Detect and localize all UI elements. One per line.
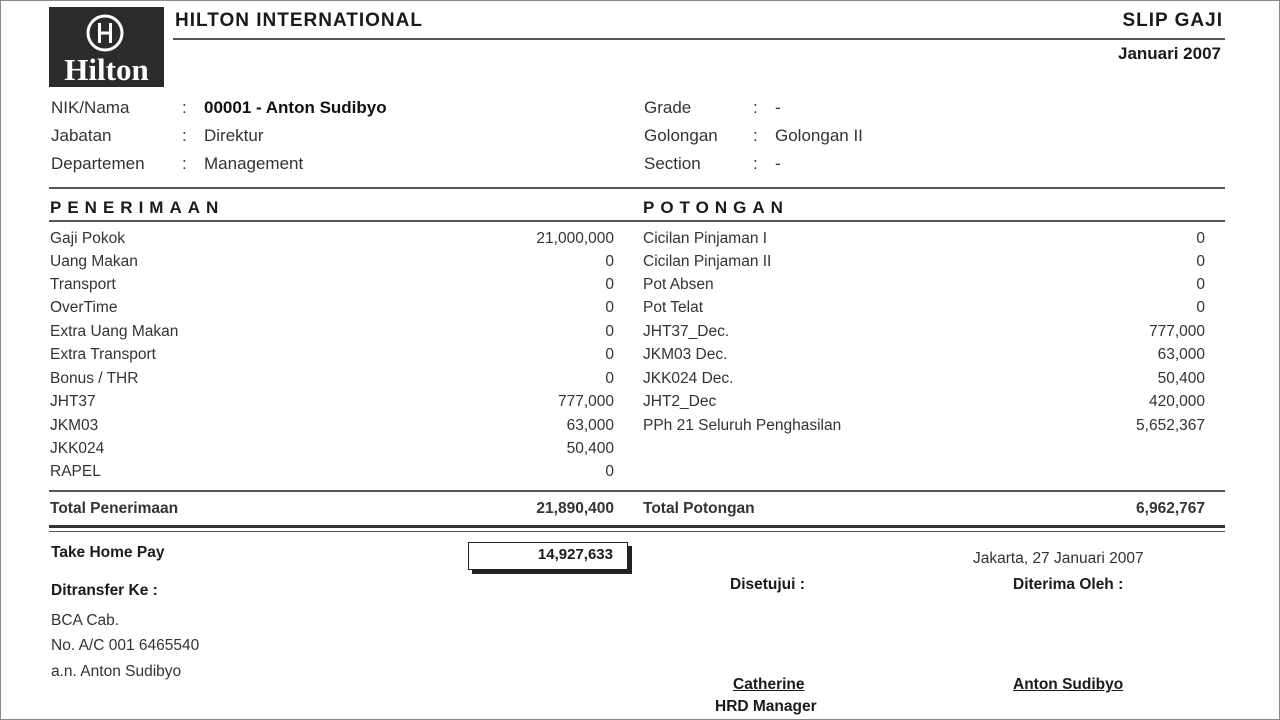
item-label: Gaji Pokok bbox=[50, 230, 125, 247]
take-home-label: Take Home Pay bbox=[51, 544, 165, 561]
table-row bbox=[643, 323, 1205, 346]
golongan-label: Golongan bbox=[644, 126, 718, 145]
table-row bbox=[50, 299, 614, 322]
total-penerimaan-value: 21,890,400 bbox=[536, 500, 614, 517]
item-amount: 5,652,367 bbox=[1136, 417, 1205, 434]
pay-period: Januari 2007 bbox=[1117, 44, 1221, 63]
departemen-label: Departemen bbox=[51, 154, 145, 173]
approver-name: Catherine bbox=[733, 676, 805, 693]
colon: : bbox=[182, 126, 187, 145]
document-title: SLIP GAJI bbox=[1122, 10, 1223, 31]
item-amount: 0 bbox=[605, 463, 614, 480]
total-potongan-label: Total Potongan bbox=[643, 500, 755, 517]
total-penerimaan-label: Total Penerimaan bbox=[50, 500, 179, 517]
item-amount: 63,000 bbox=[1157, 346, 1205, 363]
golongan-value: Golongan II bbox=[775, 126, 863, 145]
table-row bbox=[50, 253, 614, 276]
departemen-value: Management bbox=[204, 154, 304, 173]
colon: : bbox=[182, 154, 187, 173]
item-label: Pot Telat bbox=[643, 299, 704, 316]
table-row bbox=[643, 230, 1205, 253]
table-row bbox=[643, 276, 1205, 299]
item-label: Cicilan Pinjaman II bbox=[643, 253, 772, 270]
table-row bbox=[50, 276, 614, 299]
item-amount: 0 bbox=[605, 323, 614, 340]
item-label: Extra Transport bbox=[50, 346, 156, 363]
take-home-box bbox=[468, 542, 628, 570]
item-label: JHT37 bbox=[50, 393, 96, 410]
potongan-title: POTONGAN bbox=[643, 198, 789, 217]
account-number: No. A/C 001 6465540 bbox=[51, 637, 200, 654]
table-row bbox=[643, 370, 1205, 393]
table-row bbox=[643, 253, 1205, 276]
item-amount: 0 bbox=[605, 253, 614, 270]
item-amount: 0 bbox=[605, 370, 614, 387]
item-amount: 777,000 bbox=[557, 393, 614, 410]
grade-value: - bbox=[775, 98, 781, 117]
total-potongan-row bbox=[643, 500, 1205, 523]
account-holder: a.n. Anton Sudibyo bbox=[51, 663, 182, 680]
receiver-name: Anton Sudibyo bbox=[1013, 676, 1124, 693]
table-row bbox=[643, 417, 1205, 440]
total-potongan-value: 6,962,767 bbox=[1136, 500, 1205, 517]
table-row bbox=[643, 299, 1205, 322]
colon: : bbox=[753, 154, 758, 173]
section-title-divider bbox=[49, 220, 1225, 222]
table-row bbox=[50, 230, 614, 253]
logo-wordmark: Hilton bbox=[64, 52, 149, 87]
header-divider bbox=[173, 38, 1225, 40]
section-value: - bbox=[775, 154, 781, 173]
table-row bbox=[50, 393, 614, 416]
section-label: Section bbox=[644, 154, 701, 173]
penerimaan-title: PENERIMAAN bbox=[50, 198, 225, 217]
bank-name: BCA Cab. bbox=[51, 612, 120, 629]
item-amount: 21,000,000 bbox=[536, 230, 614, 247]
item-label: RAPEL bbox=[50, 463, 101, 480]
colon: : bbox=[182, 98, 187, 117]
total-penerimaan-row bbox=[50, 500, 614, 523]
item-amount: 50,400 bbox=[566, 440, 614, 457]
hilton-logo bbox=[49, 7, 164, 87]
item-label: JKM03 bbox=[50, 417, 99, 434]
table-row bbox=[50, 370, 614, 393]
item-label: Bonus / THR bbox=[50, 370, 139, 387]
colon: : bbox=[753, 126, 758, 145]
nik-value: 00001 - Anton Sudibyo bbox=[204, 98, 387, 117]
item-label: JKM03 Dec. bbox=[643, 346, 728, 363]
table-row bbox=[50, 417, 614, 440]
item-amount: 0 bbox=[605, 276, 614, 293]
place-date: Jakarta, 27 Januari 2007 bbox=[973, 550, 1144, 567]
item-label: Transport bbox=[50, 276, 116, 293]
transfer-label: Ditransfer Ke : bbox=[51, 582, 158, 599]
item-label: JHT37_Dec. bbox=[643, 323, 730, 340]
nik-label: NIK/Nama bbox=[51, 98, 130, 117]
take-home-value: 14,927,633 bbox=[537, 546, 613, 563]
approver-title: HRD Manager bbox=[715, 698, 817, 715]
table-row bbox=[50, 323, 614, 346]
item-label: OverTime bbox=[50, 299, 118, 316]
info-divider bbox=[49, 187, 1225, 189]
table-row bbox=[643, 346, 1205, 369]
item-amount: 0 bbox=[1196, 299, 1205, 316]
hilton-emblem-icon bbox=[85, 13, 125, 53]
item-amount: 0 bbox=[1196, 230, 1205, 247]
item-amount: 420,000 bbox=[1148, 393, 1205, 410]
table-row bbox=[643, 393, 1205, 416]
totals-bottom-rule bbox=[49, 525, 1225, 528]
item-label: PPh 21 Seluruh Penghasilan bbox=[643, 417, 842, 434]
table-row bbox=[50, 346, 614, 369]
jabatan-label: Jabatan bbox=[51, 126, 112, 145]
item-label: Uang Makan bbox=[50, 253, 138, 270]
item-label: JKK024 Dec. bbox=[643, 370, 734, 387]
grade-label: Grade bbox=[644, 98, 692, 117]
item-amount: 0 bbox=[1196, 253, 1205, 270]
item-amount: 0 bbox=[605, 346, 614, 363]
item-amount: 63,000 bbox=[566, 417, 614, 434]
item-label: Cicilan Pinjaman I bbox=[643, 230, 768, 247]
totals-divider bbox=[49, 490, 1225, 492]
item-label: Pot Absen bbox=[643, 276, 714, 293]
item-amount: 50,400 bbox=[1157, 370, 1205, 387]
jabatan-value: Direktur bbox=[204, 126, 264, 145]
company-name: HILTON INTERNATIONAL bbox=[175, 10, 423, 31]
received-label: Diterima Oleh : bbox=[1013, 576, 1124, 593]
item-amount: 0 bbox=[1196, 276, 1205, 293]
item-amount: 0 bbox=[605, 299, 614, 316]
item-label: Extra Uang Makan bbox=[50, 323, 179, 340]
table-row bbox=[50, 463, 614, 486]
table-row bbox=[50, 440, 614, 463]
colon: : bbox=[753, 98, 758, 117]
approved-label: Disetujui : bbox=[730, 576, 805, 593]
totals-bottom-rule-thin bbox=[49, 531, 1225, 532]
item-label: JKK024 bbox=[50, 440, 105, 457]
item-amount: 777,000 bbox=[1148, 323, 1205, 340]
item-label: JHT2_Dec bbox=[643, 393, 717, 410]
